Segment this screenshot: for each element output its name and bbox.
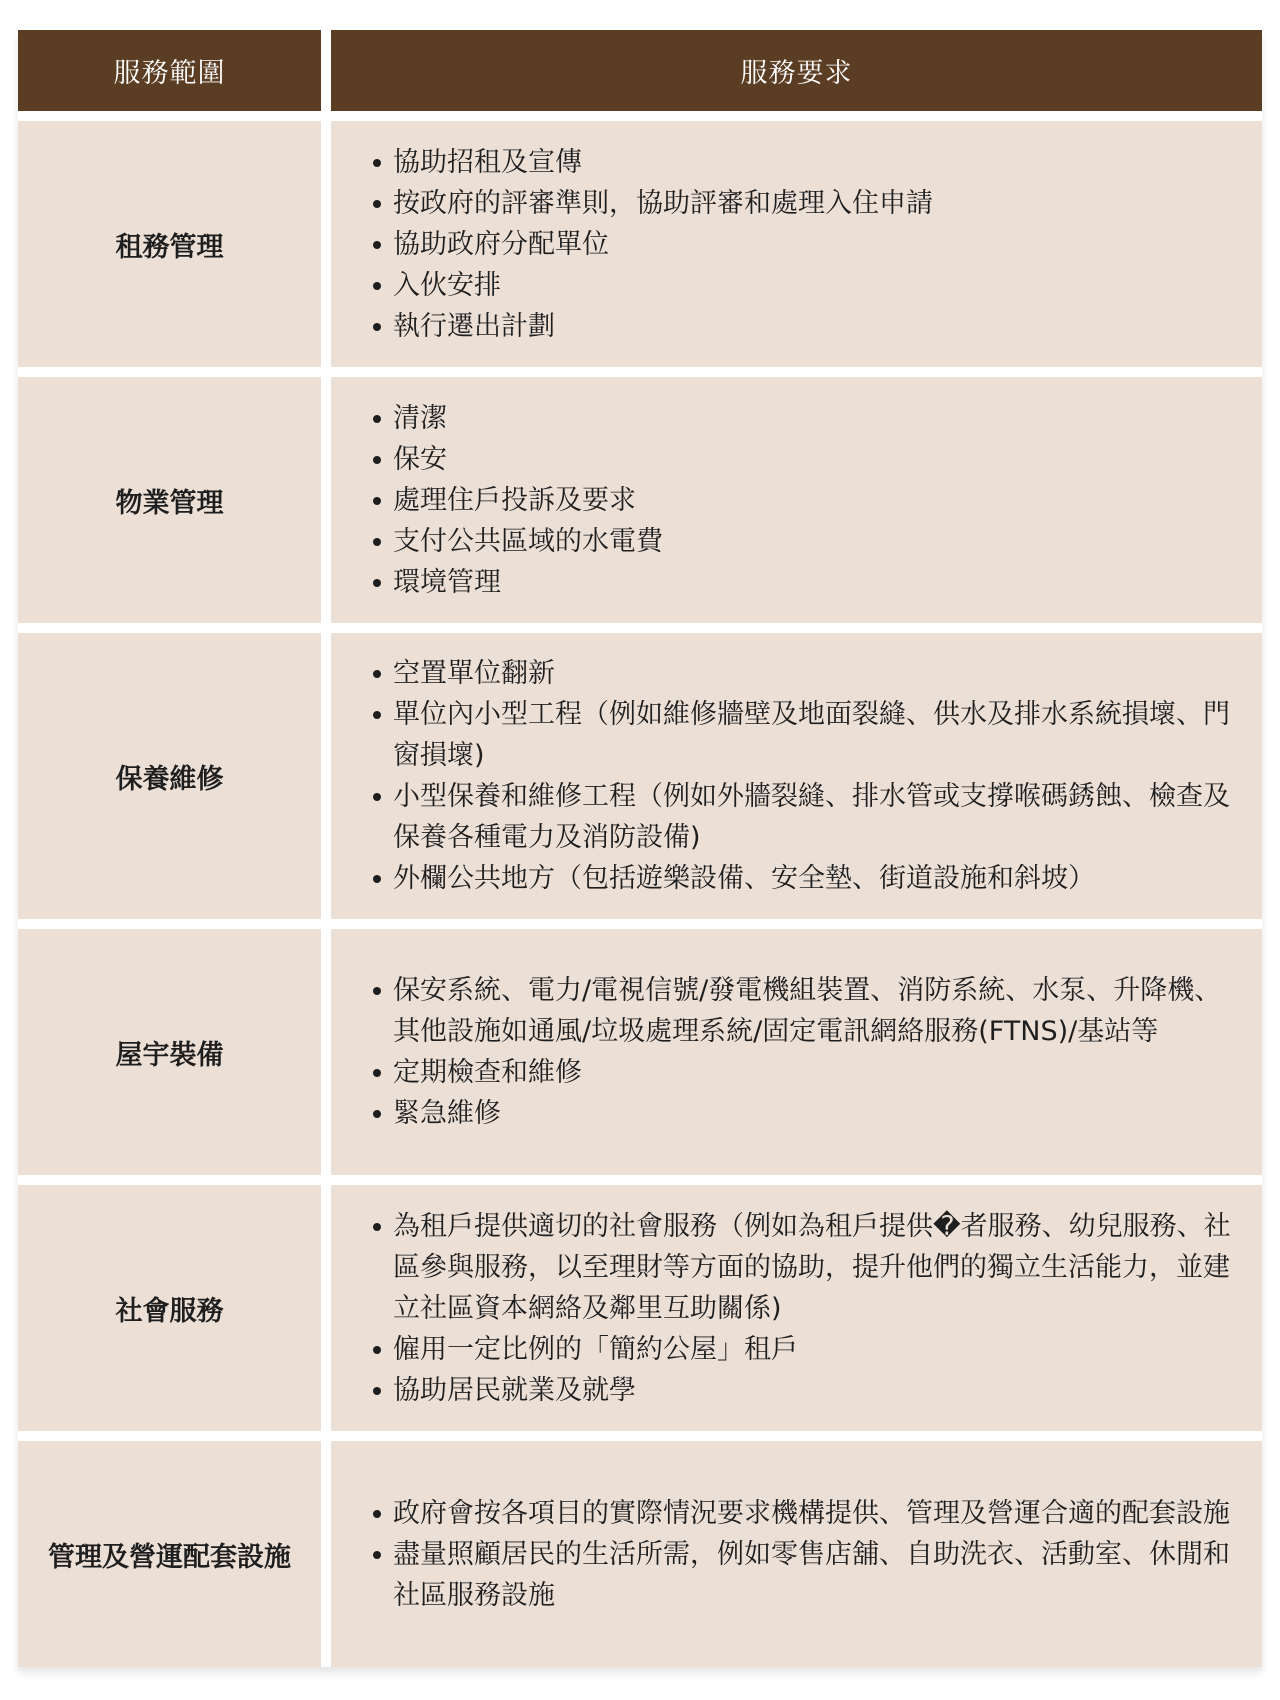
list-item: 外欄公共地方（包括遊樂設備、安全墊、街道設施和斜坡） [393, 858, 1244, 899]
list-item: 保安系統、電力/電視信號/發電機組裝置、消防系統、水泵、升降機、其他設施如通風/垃圾處理系統/固定電訊網絡服務(FTNS)/基站等 [393, 970, 1244, 1052]
list-item: 小型保養和維修工程（例如外牆裂縫、排水管或支撐喉碼銹蝕、檢查及保養各種電力及消防設備) [393, 776, 1244, 858]
requirements-cell [331, 1441, 1262, 1667]
list-item: 緊急維修 [393, 1093, 1244, 1134]
requirements-list [373, 970, 1244, 1134]
list-item: 僱用一定比例的「簡約公屋」租戶 [393, 1329, 1244, 1370]
requirements-cell [331, 121, 1262, 367]
table-header-row [18, 30, 1262, 111]
requirements-list [373, 398, 1244, 603]
services-table [18, 30, 1262, 1667]
list-item: 入伙安排 [393, 265, 1244, 306]
table-row [18, 633, 1262, 919]
list-item: 按政府的評審準則，協助評審和處理入住申請 [393, 183, 1244, 224]
table-row [18, 1185, 1262, 1431]
list-item: 盡量照顧居民的生活所需，例如零售店舖、自助洗衣、活動室、休閒和社區服務設施 [393, 1534, 1244, 1616]
scope-cell: 保養維修 [18, 633, 321, 919]
list-item: 處理住戶投訴及要求 [393, 480, 1244, 521]
table-row [18, 929, 1262, 1175]
list-item: 環境管理 [393, 562, 1244, 603]
list-item: 協助居民就業及就學 [393, 1370, 1244, 1411]
requirements-cell [331, 377, 1262, 623]
requirements-list [373, 1493, 1244, 1616]
header-scope: 服務範圍 [18, 30, 321, 111]
list-item: 為租戶提供適切的社會服務（例如為租戶提供�者服務、幼兒服務、社區參與服務，以至理財等方面的協助，提升他們的獨立生活能力，並建立社區資本網絡及鄰里互助關係) [393, 1206, 1244, 1329]
list-item: 協助政府分配單位 [393, 224, 1244, 265]
list-item: 保安 [393, 439, 1244, 480]
requirements-list [373, 653, 1244, 899]
scope-cell: 屋宇裝備 [18, 929, 321, 1175]
requirements-cell [331, 1185, 1262, 1431]
table-row [18, 121, 1262, 367]
list-item: 政府會按各項目的實際情況要求機構提供、管理及營運合適的配套設施 [393, 1493, 1244, 1534]
requirements-list [373, 1206, 1244, 1411]
requirements-list [373, 142, 1244, 347]
list-item: 執行遷出計劃 [393, 306, 1244, 347]
header-requirements: 服務要求 [331, 30, 1262, 111]
list-item: 空置單位翻新 [393, 653, 1244, 694]
scope-cell: 物業管理 [18, 377, 321, 623]
table-row [18, 377, 1262, 623]
list-item: 支付公共區域的水電費 [393, 521, 1244, 562]
list-item: 協助招租及宣傳 [393, 142, 1244, 183]
requirements-cell [331, 929, 1262, 1175]
list-item: 清潔 [393, 398, 1244, 439]
scope-cell: 管理及營運配套設施 [18, 1441, 321, 1667]
table-row [18, 1441, 1262, 1667]
list-item: 單位內小型工程（例如維修牆壁及地面裂縫、供水及排水系統損壞、門窗損壞) [393, 694, 1244, 776]
scope-cell: 租務管理 [18, 121, 321, 367]
list-item: 定期檢查和維修 [393, 1052, 1244, 1093]
scope-cell: 社會服務 [18, 1185, 321, 1431]
requirements-cell [331, 633, 1262, 919]
